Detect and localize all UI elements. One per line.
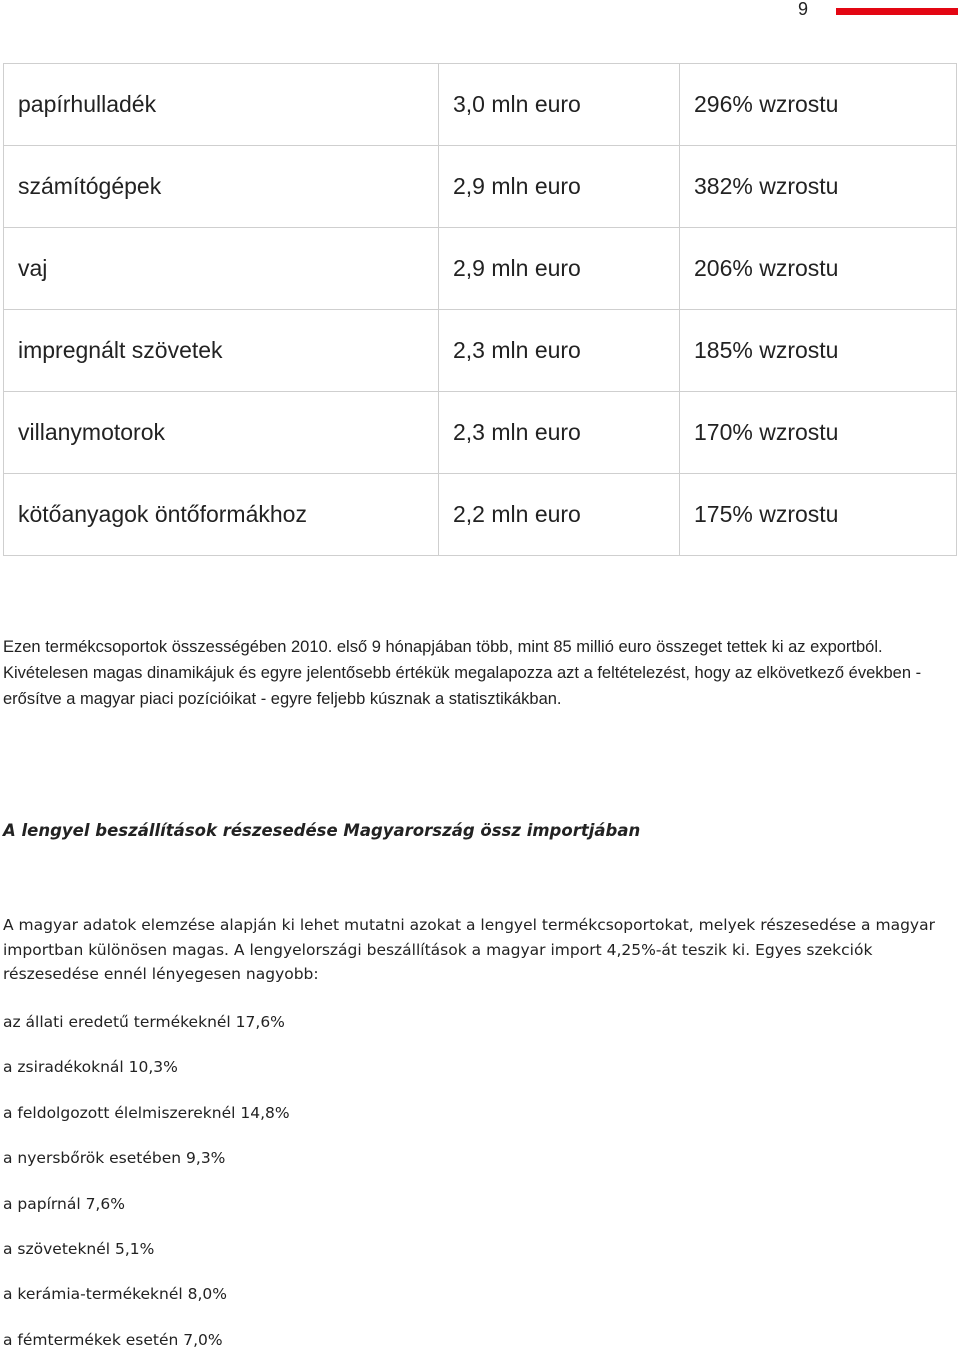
value-cell: 2,9 mln euro	[439, 146, 680, 228]
product-cell: vaj	[4, 228, 439, 310]
list-item: a papírnál 7,6%	[3, 1194, 125, 1213]
growth-cell: 170% wzrostu	[680, 392, 957, 474]
export-growth-table	[3, 63, 957, 556]
table-row	[4, 146, 957, 228]
value-cell: 2,9 mln euro	[439, 228, 680, 310]
header-red-rule	[836, 8, 958, 15]
table-row	[4, 228, 957, 310]
growth-cell: 185% wzrostu	[680, 310, 957, 392]
list-item: a fémtermékek esetén 7,0%	[3, 1330, 223, 1349]
section-heading: A lengyel beszállítások részesedése Magyarország össz importjában	[3, 821, 641, 840]
intro-paragraph: A magyar adatok elemzése alapján ki lehet mutatni azokat a lengyel termékcsoportokat, melyek részesedése a magyar importban különösen magas. A lengyelországi beszállítások a magyar import 4,25%-át teszik ki. Egyes szekciók részesedése ennél lényegesen nagyobb:	[3, 916, 935, 983]
product-cell: papírhulladék	[4, 64, 439, 146]
growth-cell: 175% wzrostu	[680, 474, 957, 556]
table-row	[4, 310, 957, 392]
import-share-list	[3, 1005, 290, 1368]
value-cell: 3,0 mln euro	[439, 64, 680, 146]
list-item: az állati eredetű termékeknél 17,6%	[3, 1013, 285, 1031]
list-item: a szöveteknél 5,1%	[3, 1239, 155, 1258]
product-cell: számítógépek	[4, 146, 439, 228]
list-item: a zsiradékoknál 10,3%	[3, 1058, 178, 1077]
table-row	[4, 474, 957, 556]
table-row	[4, 64, 957, 146]
table-row	[4, 392, 957, 474]
product-cell: impregnált szövetek	[4, 310, 439, 392]
list-item: a feldolgozott élelmiszereknél 14,8%	[3, 1103, 290, 1122]
list-item: a kerámia-termékeknél 8,0%	[3, 1285, 228, 1304]
growth-cell: 296% wzrostu	[680, 64, 957, 146]
value-cell: 2,3 mln euro	[439, 392, 680, 474]
summary-paragraph: Ezen termékcsoportok összességében 2010. első 9 hónapjában több, mint 85 millió euro összeget tettek ki az exportból. Kivételesen magas dinamikájuk és egyre jelentősebb értékük megalapozza azt a feltételezést, hogy az elkövetkező években - erősítve a magyar piaci pozícióikat - egyre feljebb kúsznak a statisztikákban.	[3, 638, 922, 708]
growth-cell: 382% wzrostu	[680, 146, 957, 228]
value-cell: 2,2 mln euro	[439, 474, 680, 556]
product-cell: kötőanyagok öntőformákhoz	[4, 474, 439, 556]
list-item: a nyersbőrök esetében 9,3%	[3, 1149, 226, 1168]
page-number: 9	[798, 0, 809, 19]
product-cell: villanymotorok	[4, 392, 439, 474]
value-cell: 2,3 mln euro	[439, 310, 680, 392]
growth-cell: 206% wzrostu	[680, 228, 957, 310]
